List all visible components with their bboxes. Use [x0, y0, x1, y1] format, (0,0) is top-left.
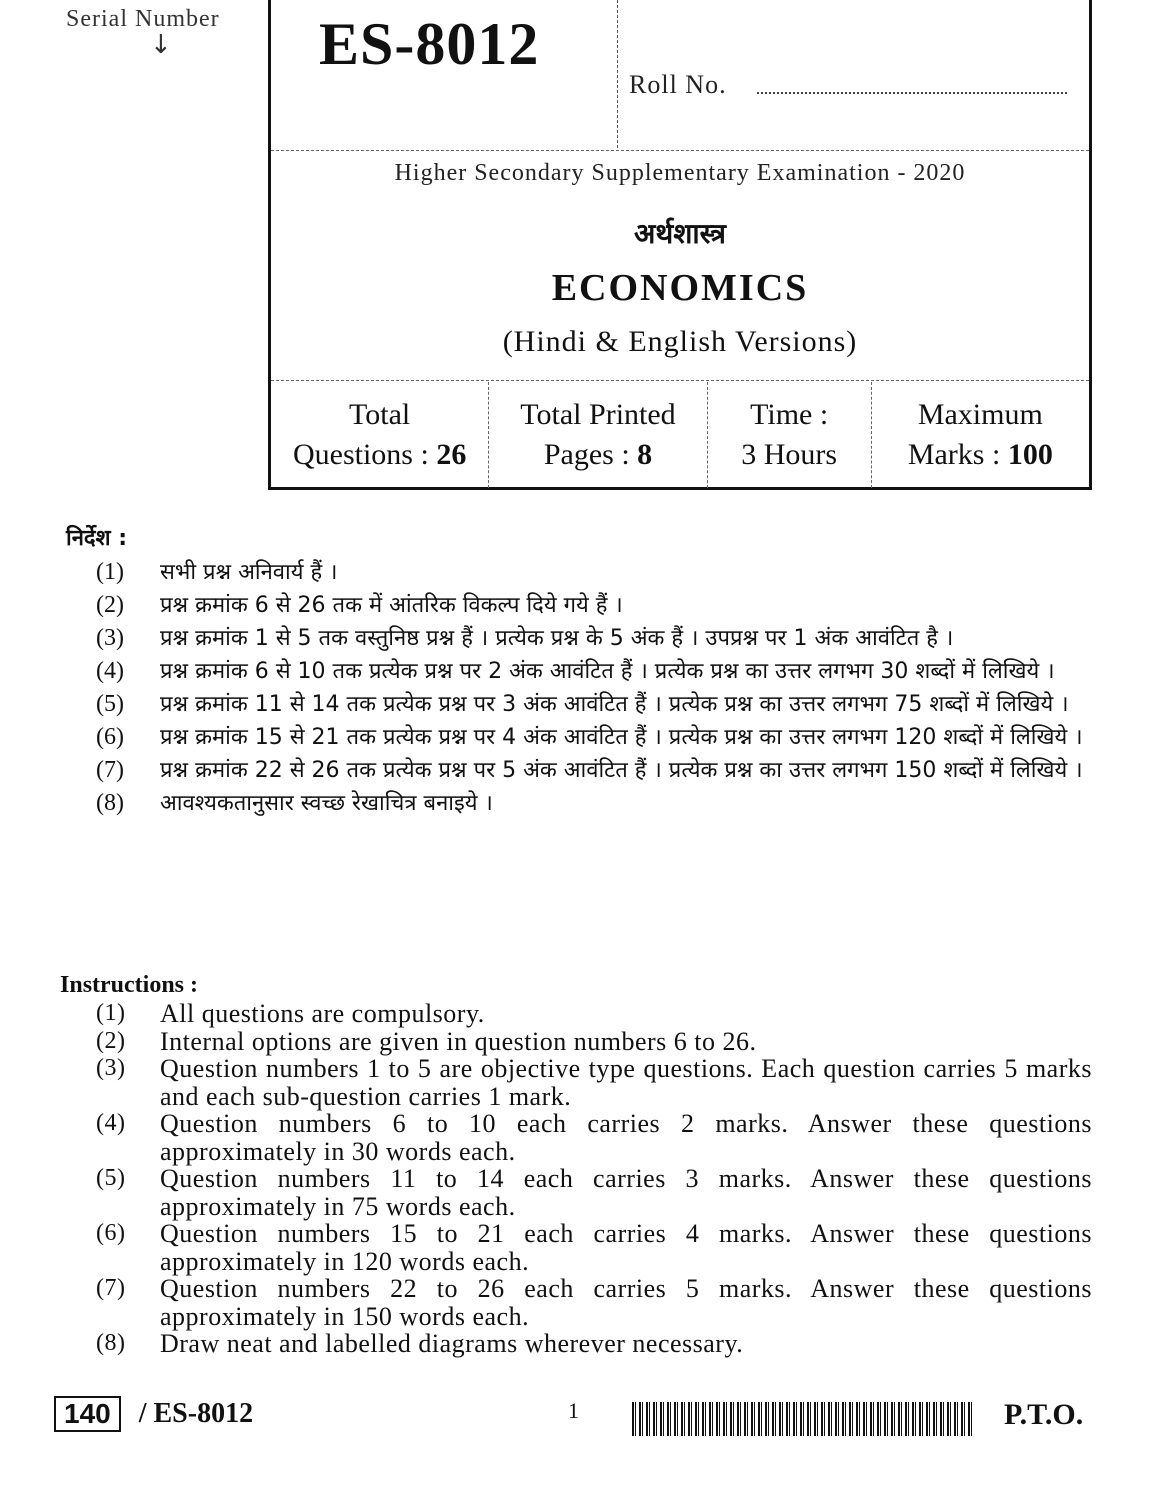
total-questions-value: 26: [436, 438, 467, 471]
instruction-item: [96, 1275, 1092, 1330]
down-arrow-icon: ↓: [150, 30, 172, 60]
total-pages-cell: [488, 382, 706, 488]
barcode: [632, 1402, 972, 1436]
instruction-text: Draw neat and labelled diagrams wherever necessary.: [160, 1329, 744, 1358]
instruction-text: All questions are compulsory.: [160, 999, 485, 1028]
instruction-item: [96, 655, 1092, 688]
instruction-number: (3): [96, 625, 124, 651]
footer-paper-code: / ES-8012: [138, 1398, 254, 1429]
instruction-text: प्रश्न क्रमांक 22 से 26 तक प्रत्येक प्रश्न पर 5 अंक आवंटित हैं । प्रत्येक प्रश्न का उत्तर लगभग 150 शब्दों में लिखिये ।: [160, 758, 1083, 783]
subject-english: ECONOMICS: [551, 267, 809, 309]
instruction-text: Internal options are given in question numbers 6 to 26.: [160, 1026, 757, 1056]
time-line1: Time :: [750, 398, 829, 431]
instruction-item: [96, 589, 1092, 622]
instruction-number: (7): [96, 1275, 126, 1301]
instruction-item: [96, 1000, 1092, 1028]
instruction-item: [96, 1165, 1092, 1220]
instruction-number: (6): [96, 724, 124, 750]
instruction-text: Question numbers 22 to 26 each carries 5 marks. Answer these questions approximately in 150 words each.: [160, 1274, 1092, 1331]
roll-no-label: Roll No.: [629, 70, 727, 99]
instruction-number: (8): [96, 1330, 126, 1356]
instruction-number: (1): [96, 559, 124, 585]
instruction-number: (2): [96, 1027, 126, 1054]
instruction-item: [96, 556, 1092, 589]
instruction-text: प्रश्न क्रमांक 6 से 26 तक में आंतरिक विकल्प दिये गये हैं ।: [160, 593, 623, 618]
roll-no-field[interactable]: [757, 92, 1067, 94]
instruction-text: प्रश्न क्रमांक 15 से 21 तक प्रत्येक प्रश्न पर 4 अंक आवंटित हैं । प्रत्येक प्रश्न का उत्तर लगभग 120 शब्दों में लिखिये ।: [160, 725, 1083, 750]
total-questions-cell: [271, 382, 488, 488]
instruction-item: [96, 1055, 1092, 1110]
instruction-number: (4): [96, 658, 124, 684]
instruction-text: प्रश्न क्रमांक 11 से 14 तक प्रत्येक प्रश्न पर 3 अंक आवंटित हैं । प्रत्येक प्रश्न का उत्तर लगभग 75 शब्दों में लिखिये ।: [160, 692, 1069, 717]
header-box: [268, 0, 1092, 490]
versions-note: (Hindi & English Versions): [502, 325, 858, 358]
instruction-item: [96, 787, 1092, 820]
english-instructions-heading: Instructions :: [60, 972, 199, 998]
subject-hindi: अर्थशास्त्र: [634, 217, 726, 250]
instruction-text: Question numbers 1 to 5 are objective type questions. Each question carries 5 marks and each sub-question carries 1 mark.: [160, 1054, 1092, 1111]
instruction-item: [96, 1028, 1092, 1056]
instruction-text: Question numbers 15 to 21 each carries 4 marks. Answer these questions approximately in 120 words each.: [160, 1219, 1092, 1276]
instruction-item: [96, 754, 1092, 787]
instruction-item: [96, 1330, 1092, 1358]
pto-label: P.T.O.: [1004, 1398, 1084, 1431]
instruction-number: (5): [96, 1165, 126, 1191]
instruction-text: प्रश्न क्रमांक 6 से 10 तक प्रत्येक प्रश्न पर 2 अंक आवंटित हैं । प्रत्येक प्रश्न का उत्तर लगभग 30 शब्दों में लिखिये ।: [160, 659, 1055, 684]
divider: [271, 150, 1089, 151]
total-pages-line2: Pages : 8: [543, 438, 653, 471]
instruction-number: (7): [96, 757, 124, 783]
total-questions-line1: Total: [349, 398, 411, 431]
roll-separator: [617, 0, 618, 148]
time-cell: [707, 382, 871, 488]
english-instructions-list: [96, 1000, 1092, 1358]
instruction-number: (1): [96, 1000, 126, 1026]
exam-title: Higher Secondary Supplementary Examination - 2020: [394, 160, 966, 186]
instruction-text: Question numbers 6 to 10 each carries 2 marks. Answer these questions approximately in 30 words each.: [160, 1109, 1092, 1166]
total-pages-line1: Total Printed: [520, 398, 676, 431]
instruction-number: (4): [96, 1110, 126, 1136]
instruction-item: [96, 721, 1092, 754]
divider: [271, 380, 1089, 381]
serial-number-label: Serial Number: [66, 6, 220, 32]
instruction-number: (8): [96, 790, 124, 816]
paper-code: ES-8012: [319, 11, 540, 77]
instruction-text: Question numbers 11 to 14 each carries 3 marks. Answer these questions approximately in 75 words each.: [160, 1164, 1092, 1221]
instruction-number: (3): [96, 1055, 126, 1081]
total-pages-value: 8: [637, 438, 653, 471]
instruction-text: सभी प्रश्न अनिवार्य हैं ।: [160, 560, 338, 585]
instruction-number: (5): [96, 691, 124, 717]
hindi-instructions-heading: निर्देश :: [66, 526, 128, 551]
instruction-item: [96, 622, 1092, 655]
max-marks-value: 100: [1007, 438, 1053, 471]
instruction-text: आवश्यकतानुसार स्वच्छ रेखाचित्र बनाइये ।: [160, 791, 493, 816]
time-line2: 3 Hours: [741, 438, 838, 471]
max-marks-cell: [871, 382, 1089, 488]
footer-box-number: 140: [54, 1396, 121, 1432]
instruction-item: [96, 1220, 1092, 1275]
max-marks-line2: Marks : 100: [907, 438, 1053, 471]
instruction-text: प्रश्न क्रमांक 1 से 5 तक वस्तुनिष्ठ प्रश्न हैं । प्रत्येक प्रश्न के 5 अंक हैं । उपप्रश्न पर 1 अंक आवंटित है ।: [160, 626, 954, 651]
footer-code: [54, 1396, 253, 1432]
max-marks-line1: Maximum: [917, 398, 1043, 431]
page-number: 1: [568, 1398, 579, 1423]
instruction-number: (2): [96, 592, 124, 618]
hindi-instructions-list: [96, 556, 1092, 820]
total-questions-line2: Questions : 26: [292, 438, 467, 471]
instruction-item: [96, 1110, 1092, 1165]
info-row: [271, 382, 1089, 488]
instruction-number: (6): [96, 1220, 126, 1246]
instruction-item: [96, 688, 1092, 721]
